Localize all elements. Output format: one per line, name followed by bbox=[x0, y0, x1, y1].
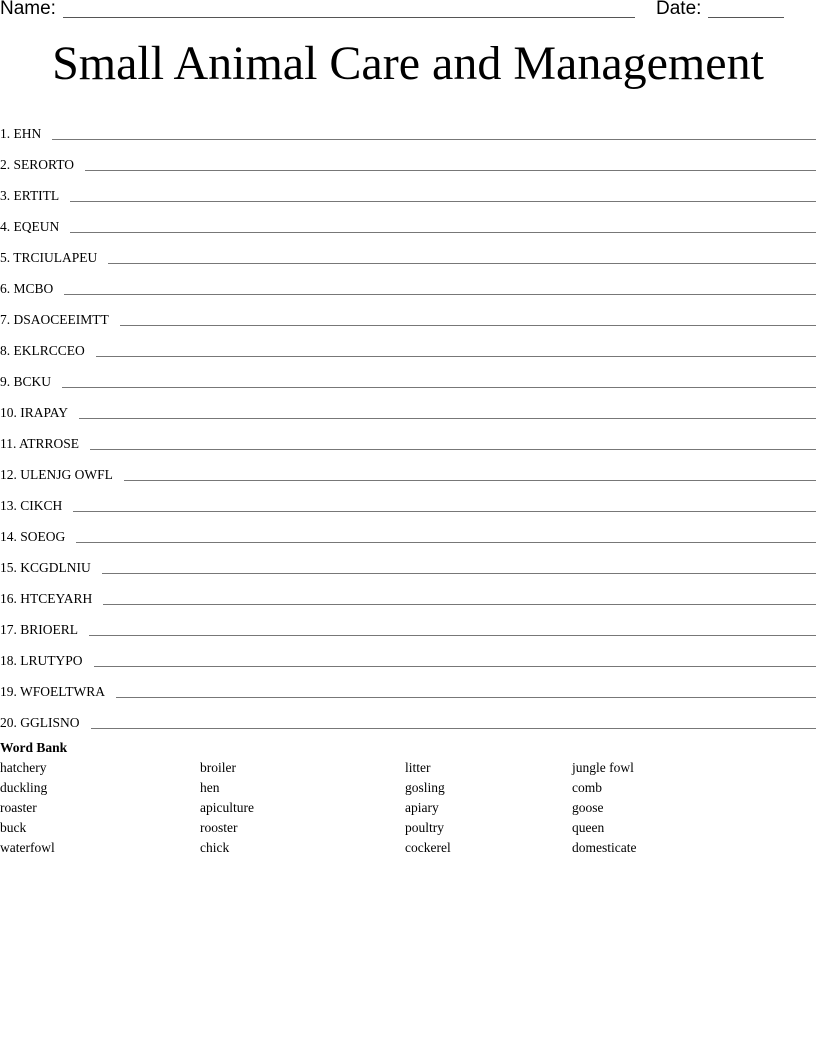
answer-line[interactable] bbox=[64, 294, 816, 295]
question-row bbox=[0, 515, 816, 546]
question-row bbox=[0, 670, 816, 701]
worksheet-header bbox=[0, 0, 816, 24]
answer-line[interactable] bbox=[73, 511, 816, 512]
word-bank-word: queen bbox=[572, 820, 605, 835]
question-row bbox=[0, 360, 816, 391]
word-bank-column-3 bbox=[405, 759, 451, 859]
answer-line[interactable] bbox=[94, 666, 816, 667]
question-row bbox=[0, 298, 816, 329]
answer-line[interactable] bbox=[89, 635, 816, 636]
answer-line[interactable] bbox=[70, 232, 816, 233]
word-bank-word: litter bbox=[405, 760, 431, 775]
answer-line[interactable] bbox=[96, 356, 816, 357]
answer-line[interactable] bbox=[62, 387, 816, 388]
word-bank-word: gosling bbox=[405, 780, 445, 795]
scrambled-word: 13. CIKCH bbox=[0, 498, 63, 513]
word-bank-word: hen bbox=[200, 780, 220, 795]
question-row bbox=[0, 453, 816, 484]
word-bank-title: Word Bank bbox=[0, 740, 68, 755]
scrambled-word: 17. BRIOERL bbox=[0, 622, 79, 637]
word-bank-word: rooster bbox=[200, 820, 238, 835]
question-row bbox=[0, 422, 816, 453]
word-bank-column-1 bbox=[0, 759, 55, 859]
scrambled-word: 15. KCGDLNIU bbox=[0, 560, 91, 575]
scrambled-word: 9. BCKU bbox=[0, 374, 52, 389]
answer-line[interactable] bbox=[90, 449, 816, 450]
answer-line[interactable] bbox=[79, 418, 816, 419]
question-row bbox=[0, 112, 816, 143]
word-bank bbox=[0, 739, 816, 855]
word-bank-word: apiary bbox=[405, 800, 439, 815]
scrambled-word: 16. HTCEYARH bbox=[0, 591, 93, 606]
scrambled-word: 6. MCBO bbox=[0, 281, 54, 296]
question-row bbox=[0, 701, 816, 732]
question-row bbox=[0, 546, 816, 577]
scrambled-word: 12. ULENJG OWFL bbox=[0, 467, 113, 482]
question-row bbox=[0, 577, 816, 608]
answer-line[interactable] bbox=[124, 480, 816, 481]
answer-line[interactable] bbox=[108, 263, 816, 264]
question-row bbox=[0, 174, 816, 205]
word-bank-word: poultry bbox=[405, 820, 444, 835]
word-bank-word: comb bbox=[572, 780, 602, 795]
question-row bbox=[0, 484, 816, 515]
word-bank-word: cockerel bbox=[405, 840, 451, 855]
answer-line[interactable] bbox=[52, 139, 816, 140]
name-label: Name: bbox=[0, 0, 56, 19]
word-bank-word: goose bbox=[572, 800, 604, 815]
answer-line[interactable] bbox=[85, 170, 816, 171]
scrambled-word: 1. EHN bbox=[0, 126, 42, 141]
word-bank-word: duckling bbox=[0, 780, 48, 795]
question-list bbox=[0, 112, 816, 732]
word-bank-word: buck bbox=[0, 820, 27, 835]
scrambled-word: 20. GGLISNO bbox=[0, 715, 80, 730]
word-bank-word: waterfowl bbox=[0, 840, 55, 855]
question-row bbox=[0, 639, 816, 670]
scrambled-word: 2. SERORTO bbox=[0, 157, 74, 172]
question-row bbox=[0, 329, 816, 360]
word-bank-word: chick bbox=[200, 840, 230, 855]
word-bank-word: domesticate bbox=[572, 840, 637, 855]
name-field[interactable] bbox=[63, 17, 635, 18]
word-bank-word: hatchery bbox=[0, 760, 47, 775]
word-bank-column-2 bbox=[200, 759, 254, 859]
date-label: Date: bbox=[656, 0, 702, 19]
scrambled-word: 4. EQEUN bbox=[0, 219, 60, 234]
question-row bbox=[0, 143, 816, 174]
answer-line[interactable] bbox=[116, 697, 816, 698]
scrambled-word: 14. SOEOG bbox=[0, 529, 66, 544]
scrambled-word: 19. WFOELTWRA bbox=[0, 684, 106, 699]
page-title: Small Animal Care and Management bbox=[52, 37, 764, 90]
word-bank-column-4 bbox=[572, 759, 636, 859]
scrambled-word: 18. LRUTYPO bbox=[0, 653, 83, 668]
word-bank-word: apiculture bbox=[200, 800, 254, 815]
word-bank-word: roaster bbox=[0, 800, 37, 815]
question-row bbox=[0, 608, 816, 639]
question-row bbox=[0, 236, 816, 267]
answer-line[interactable] bbox=[70, 201, 816, 202]
scrambled-word: 10. IRAPAY bbox=[0, 405, 69, 420]
word-bank-word: broiler bbox=[200, 760, 236, 775]
scrambled-word: 7. DSAOCEEIMTT bbox=[0, 312, 109, 327]
answer-line[interactable] bbox=[120, 325, 816, 326]
scrambled-word: 5. TRCIULAPEU bbox=[0, 250, 98, 265]
date-field[interactable] bbox=[708, 17, 784, 18]
scrambled-word: 11. ATRROSE bbox=[0, 436, 80, 451]
question-row bbox=[0, 267, 816, 298]
scrambled-word: 8. EKLRCCEO bbox=[0, 343, 85, 358]
question-row bbox=[0, 205, 816, 236]
answer-line[interactable] bbox=[91, 728, 816, 729]
answer-line[interactable] bbox=[102, 573, 816, 574]
scrambled-word: 3. ERTITL bbox=[0, 188, 60, 203]
answer-line[interactable] bbox=[103, 604, 816, 605]
word-bank-word: jungle fowl bbox=[572, 760, 634, 775]
question-row bbox=[0, 391, 816, 422]
answer-line[interactable] bbox=[76, 542, 816, 543]
